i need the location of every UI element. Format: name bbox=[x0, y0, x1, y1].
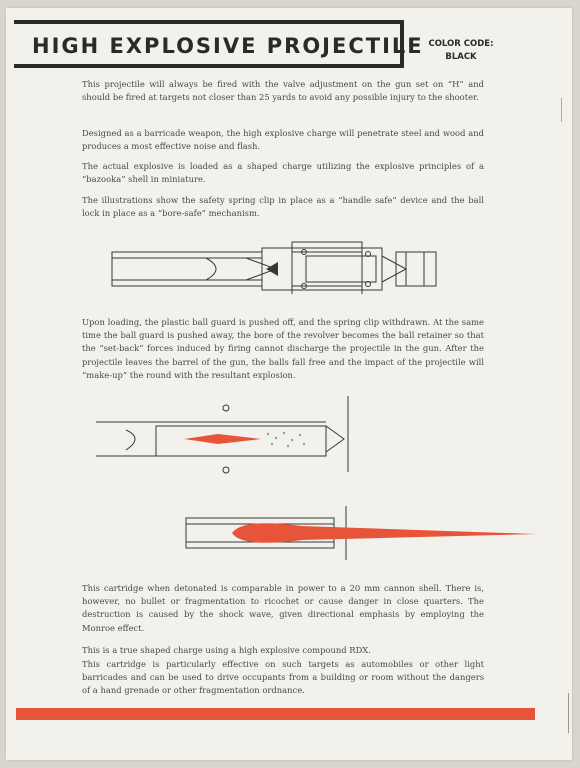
color-code-block bbox=[422, 38, 500, 64]
paragraph-loading: Upon loading, the plastic ball guard is pushed off, and the spring clip withdrawn. At the same time the ball guard is pushed away, the bore of the revolver becomes the ball retainer so that the “set-back” forces induced by firing cannot discharge the projectile in the gun. After the projectile leaves the barrel of the gun, the balls fall free and the impact of the projectile will “make-up” the round with the resultant explosion. bbox=[82, 317, 484, 380]
projectile-safe-illustration bbox=[106, 234, 452, 294]
footer-red-bar bbox=[16, 708, 535, 720]
color-code-value: BLACK bbox=[445, 52, 477, 62]
paragraph-barricade: Designed as a barricade weapon, the high explosive charge will penetrate steel and wood and produces a most effective noise and flash. bbox=[82, 128, 484, 152]
paragraph-rdx: This is a true shaped charge using a high explosive compound RDX. bbox=[82, 645, 371, 655]
document-page bbox=[6, 8, 572, 760]
paragraph-power: This cartridge when detonated is comparable in power to a 20 mm cannon shell. There is, however, no bullet or fragmentation to ricochet or cause danger in close quarters. The destruction is caused by the shock wave, given directional emphasis by employing the Monroe effect. bbox=[82, 583, 484, 633]
paragraph-effective: This cartridge is particularly effective on such targets as automobiles or other light barricades and can be used to drive occupants from a building or room without the dangers of a hand grenade or other fragmentation ordnance. bbox=[82, 659, 484, 696]
margin-mark bbox=[561, 98, 562, 122]
margin-mark bbox=[568, 693, 569, 733]
title-frame bbox=[14, 20, 424, 68]
detonation-jet-illustration bbox=[182, 500, 538, 564]
page-title: HIGH EXPLOSIVE PROJECTILE bbox=[32, 34, 424, 58]
paragraph-safety: The illustrations show the safety spring clip in place as a “handle safe” device and the ball lock in place as a “bore-safe” mechanism. bbox=[82, 195, 484, 219]
paragraph-shaped-charge: The actual explosive is loaded as a shaped charge utilizing the explosive principles of a “bazooka” shell in miniature. bbox=[82, 161, 484, 185]
color-code-label: COLOR CODE: bbox=[428, 39, 494, 49]
projectile-in-bore-illustration bbox=[86, 392, 366, 482]
paragraph-firing: This projectile will always be fired with the valve adjustment on the gun set on “H” and should be fired at targets not closer than 25 yards to avoid any possible injury to the shooter. bbox=[82, 79, 484, 103]
